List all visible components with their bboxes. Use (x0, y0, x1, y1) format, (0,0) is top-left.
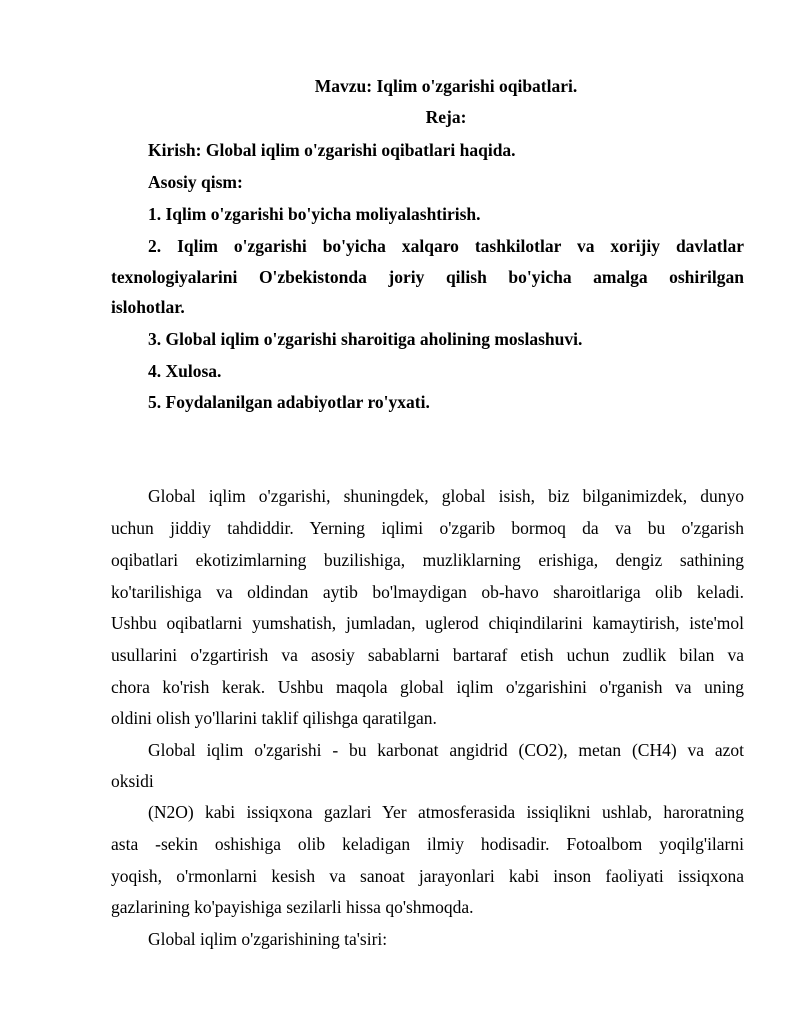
plan-item-2-line: texnologiyalarini O'zbekistonda joriy qilish bo'yicha amalga oshirilgan (111, 267, 744, 287)
plan-item-4: 4. Xulosa. (148, 361, 222, 381)
plan-item-5: 5. Foydalanilgan adabiyotlar ro'yxati. (148, 392, 430, 412)
plan-item-2-line: 2. Iqlim o'zgarishi bo'yicha xalqaro tashkilotlar va xorijiy davlatlar (148, 236, 744, 256)
paragraph-1-line: oqibatlari ekotizimlarning buzilishiga, muzliklarning erishiga, dengiz sathining (111, 550, 744, 570)
paragraph-3-line: (N2O) kabi issiqxona gazlari Yer atmosferasida issiqlikni ushlab, haroratning (148, 802, 744, 822)
plan-intro: Kirish: Global iqlim o'zgarishi oqibatlari haqida. (148, 140, 516, 160)
paragraph-1-line: Ushbu oqibatlarni yumshatish, jumladan, uglerod chiqindilarini kamaytirish, iste'mol (111, 613, 744, 633)
plan-main-part: Asosiy qism: (148, 172, 243, 192)
paragraph-2-line: Global iqlim o'zgarishi - bu karbonat angidrid (CO2), metan (CH4) va azot (148, 740, 744, 760)
document-title: Mavzu: Iqlim o'zgarishi oqibatlari. (314, 76, 578, 96)
paragraph-1-line: usullarini o'zgartirish va asosiy sabablarni bartaraf etish uchun zudlik bilan va (111, 645, 744, 665)
paragraph-1-line: uchun jiddiy tahdiddir. Yerning iqlimi o'zgarib bormoq da va bu o'zgarish (111, 518, 744, 538)
paragraph-2-line: oksidi (111, 771, 154, 791)
paragraph-1-line: ko'tarilishiga va oldindan aytib bo'lmaydigan ob-havo sharoitlariga olib keladi. (111, 582, 744, 602)
paragraph-3-line: asta -sekin oshishiga olib keladigan ilmiy hodisadir. Fotoalbom yoqilg'ilarni (111, 834, 744, 854)
plan-item-1: 1. Iqlim o'zgarishi bo'yicha moliyalashtirish. (148, 204, 481, 224)
plan-heading: Reja: (425, 107, 467, 127)
paragraph-1-line: Global iqlim o'zgarishi, shuningdek, global isish, biz bilganimizdek, dunyo (148, 486, 744, 506)
paragraph-3-line: yoqish, o'rmonlarni kesish va sanoat jarayonlari kabi inson faoliyati issiqxona (111, 866, 744, 886)
paragraph-1-line: oldini olish yo'llarini taklif qilishga qaratilgan. (111, 708, 437, 728)
plan-item-2-line: islohotlar. (111, 297, 185, 317)
paragraph-1-line: chora ko'rish kerak. Ushbu maqola global iqlim o'zgarishini o'rganish va uning (111, 677, 744, 697)
plan-item-3: 3. Global iqlim o'zgarishi sharoitiga aholining moslashuvi. (148, 329, 583, 349)
paragraph-3-line: gazlarining ko'payishiga sezilarli hissa qo'shmoqda. (111, 897, 474, 917)
paragraph-4: Global iqlim o'zgarishining ta'siri: (148, 929, 388, 949)
